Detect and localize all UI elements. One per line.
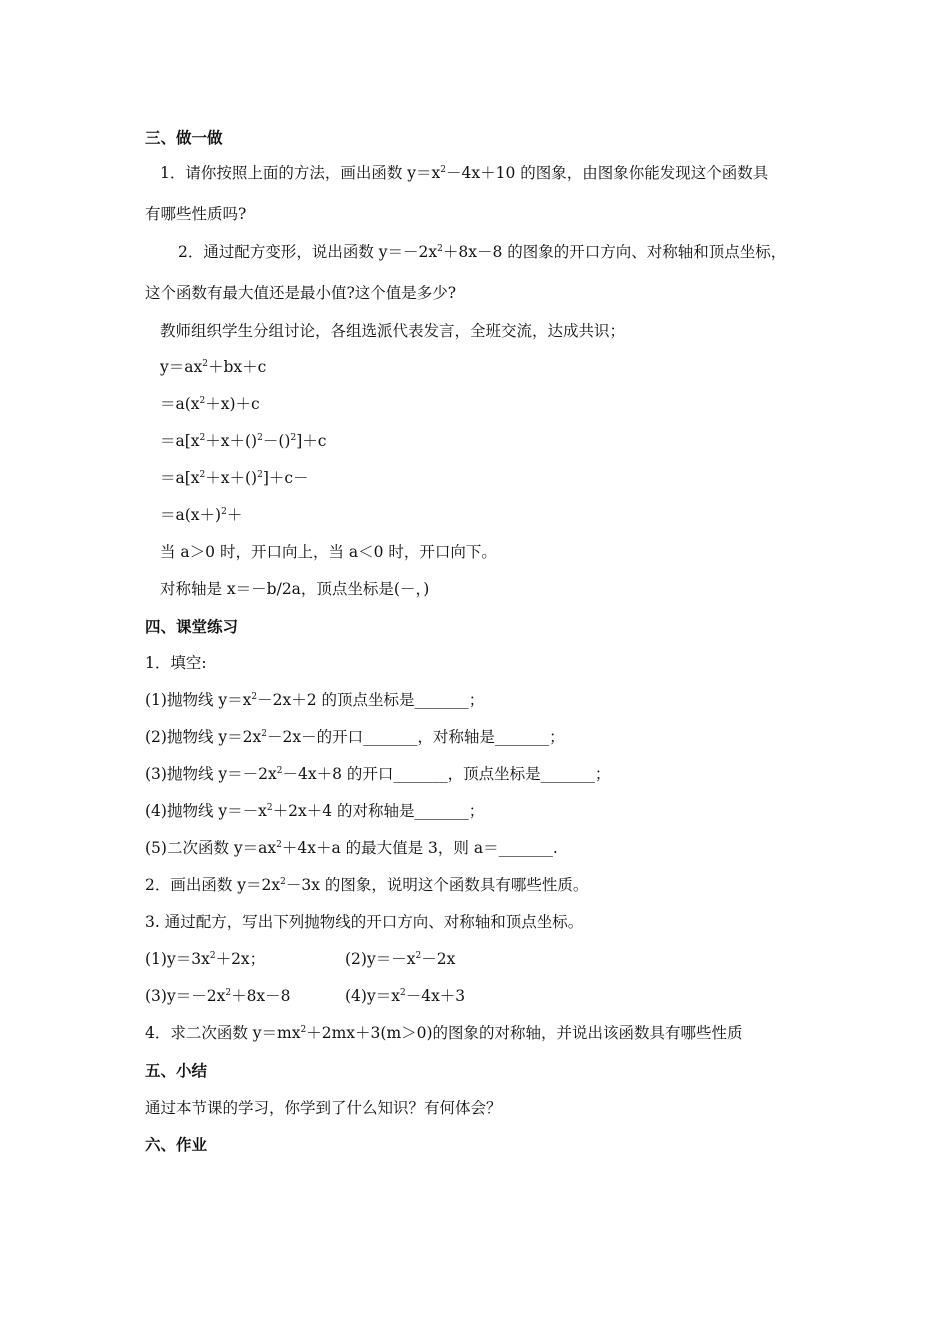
axis-vertex-text: 对称轴是 x＝－b/2a，顶点坐标是(－，) [160, 580, 430, 598]
derivation-step-5: $=a(x+)^2+$ [160, 506, 243, 524]
exercise-2-line-2: 这个函数有最大值还是最小值?这个值是多少? [145, 284, 457, 302]
exercise-2-line-1: 2．通过配方变形，说出函数 $y=-2x^2+8x-8$ 的图象的开口方向、对称轴和顶点坐标， [178, 243, 787, 261]
practice-3-item-4: $(4)y=x^2-4x+3$ [345, 987, 466, 1005]
practice-3-row-1: $(1)y=3x^2+2x$； $(2)y=-x^2-2x$ [145, 950, 456, 968]
derivation-step-4: $=a[x^2+x+()^2]+c-$ [160, 469, 309, 487]
summary-text: 通过本节课的学习，你学到了什么知识？有何体会？ [145, 1099, 502, 1117]
practice-3: 3. 通过配方，写出下列抛物线的开口方向、对称轴和顶点坐标。 [145, 913, 584, 931]
fill-blank-3: (3)抛物线 $y=-2x^2-4x+8$ 的开口_______，顶点坐标是_______； [145, 765, 611, 783]
fill-blank-1: (1)抛物线 $y=x^2-2x+2$ 的顶点坐标是_______； [145, 691, 485, 709]
exercise-1-line-1: 1．请你按照上面的方法，画出函数 $y=x^2-4x+10$ 的图象，由图象你能发现这个函数具 [160, 164, 769, 182]
section-5-heading: 五、小结 [145, 1061, 208, 1080]
fill-blank-2: (2)抛物线 $y=2x^2-2x-$的开口_______，对称轴是_______； [145, 728, 565, 746]
derivation-step-2: $=a(x^2+x)+c$ [160, 395, 260, 413]
opening-direction-text: 当 a＞0 时，开口向上，当 a＜0 时，开口向下。 [160, 543, 497, 561]
section-4-heading: 四、课堂练习 [145, 617, 239, 636]
fill-blank-title: 1．填空: [145, 654, 207, 672]
fill-blank-5: (5)二次函数 $y=ax^2+4x+a$ 的最大值是 3，则 a＝_______. [145, 839, 558, 857]
discussion-text: 教师组织学生分组讨论，各组选派代表发言，全班交流，达成共识； [160, 322, 626, 340]
derivation-step-3: $=a[x^2+x+()^2-()^2]+c$ [160, 432, 327, 450]
fill-blank-4: (4)抛物线 $y=-x^2+2x+4$ 的对称轴是_______； [145, 802, 485, 820]
practice-4: 4．求二次函数 $y=mx^2+2mx+3(m>0)$的图象的对称轴，并说出该函数具有哪些性质 [145, 1024, 743, 1042]
exercise-1-line-2: 有哪些性质吗? [145, 205, 247, 223]
section-6-heading: 六、作业 [145, 1135, 208, 1154]
practice-3-item-2: $(2)y=-x^2-2x$ [345, 950, 456, 968]
practice-2: 2．画出函数 $y=2x^2-3x$ 的图象，说明这个函数具有哪些性质。 [145, 876, 589, 894]
derivation-step-1: $y=ax^2+bx+c$ [160, 358, 267, 376]
section-3-heading: 三、做一做 [145, 128, 223, 147]
practice-3-row-2: $(3)y=-2x^2+8x-8$ $(4)y=x^2-4x+3$ [145, 987, 466, 1005]
